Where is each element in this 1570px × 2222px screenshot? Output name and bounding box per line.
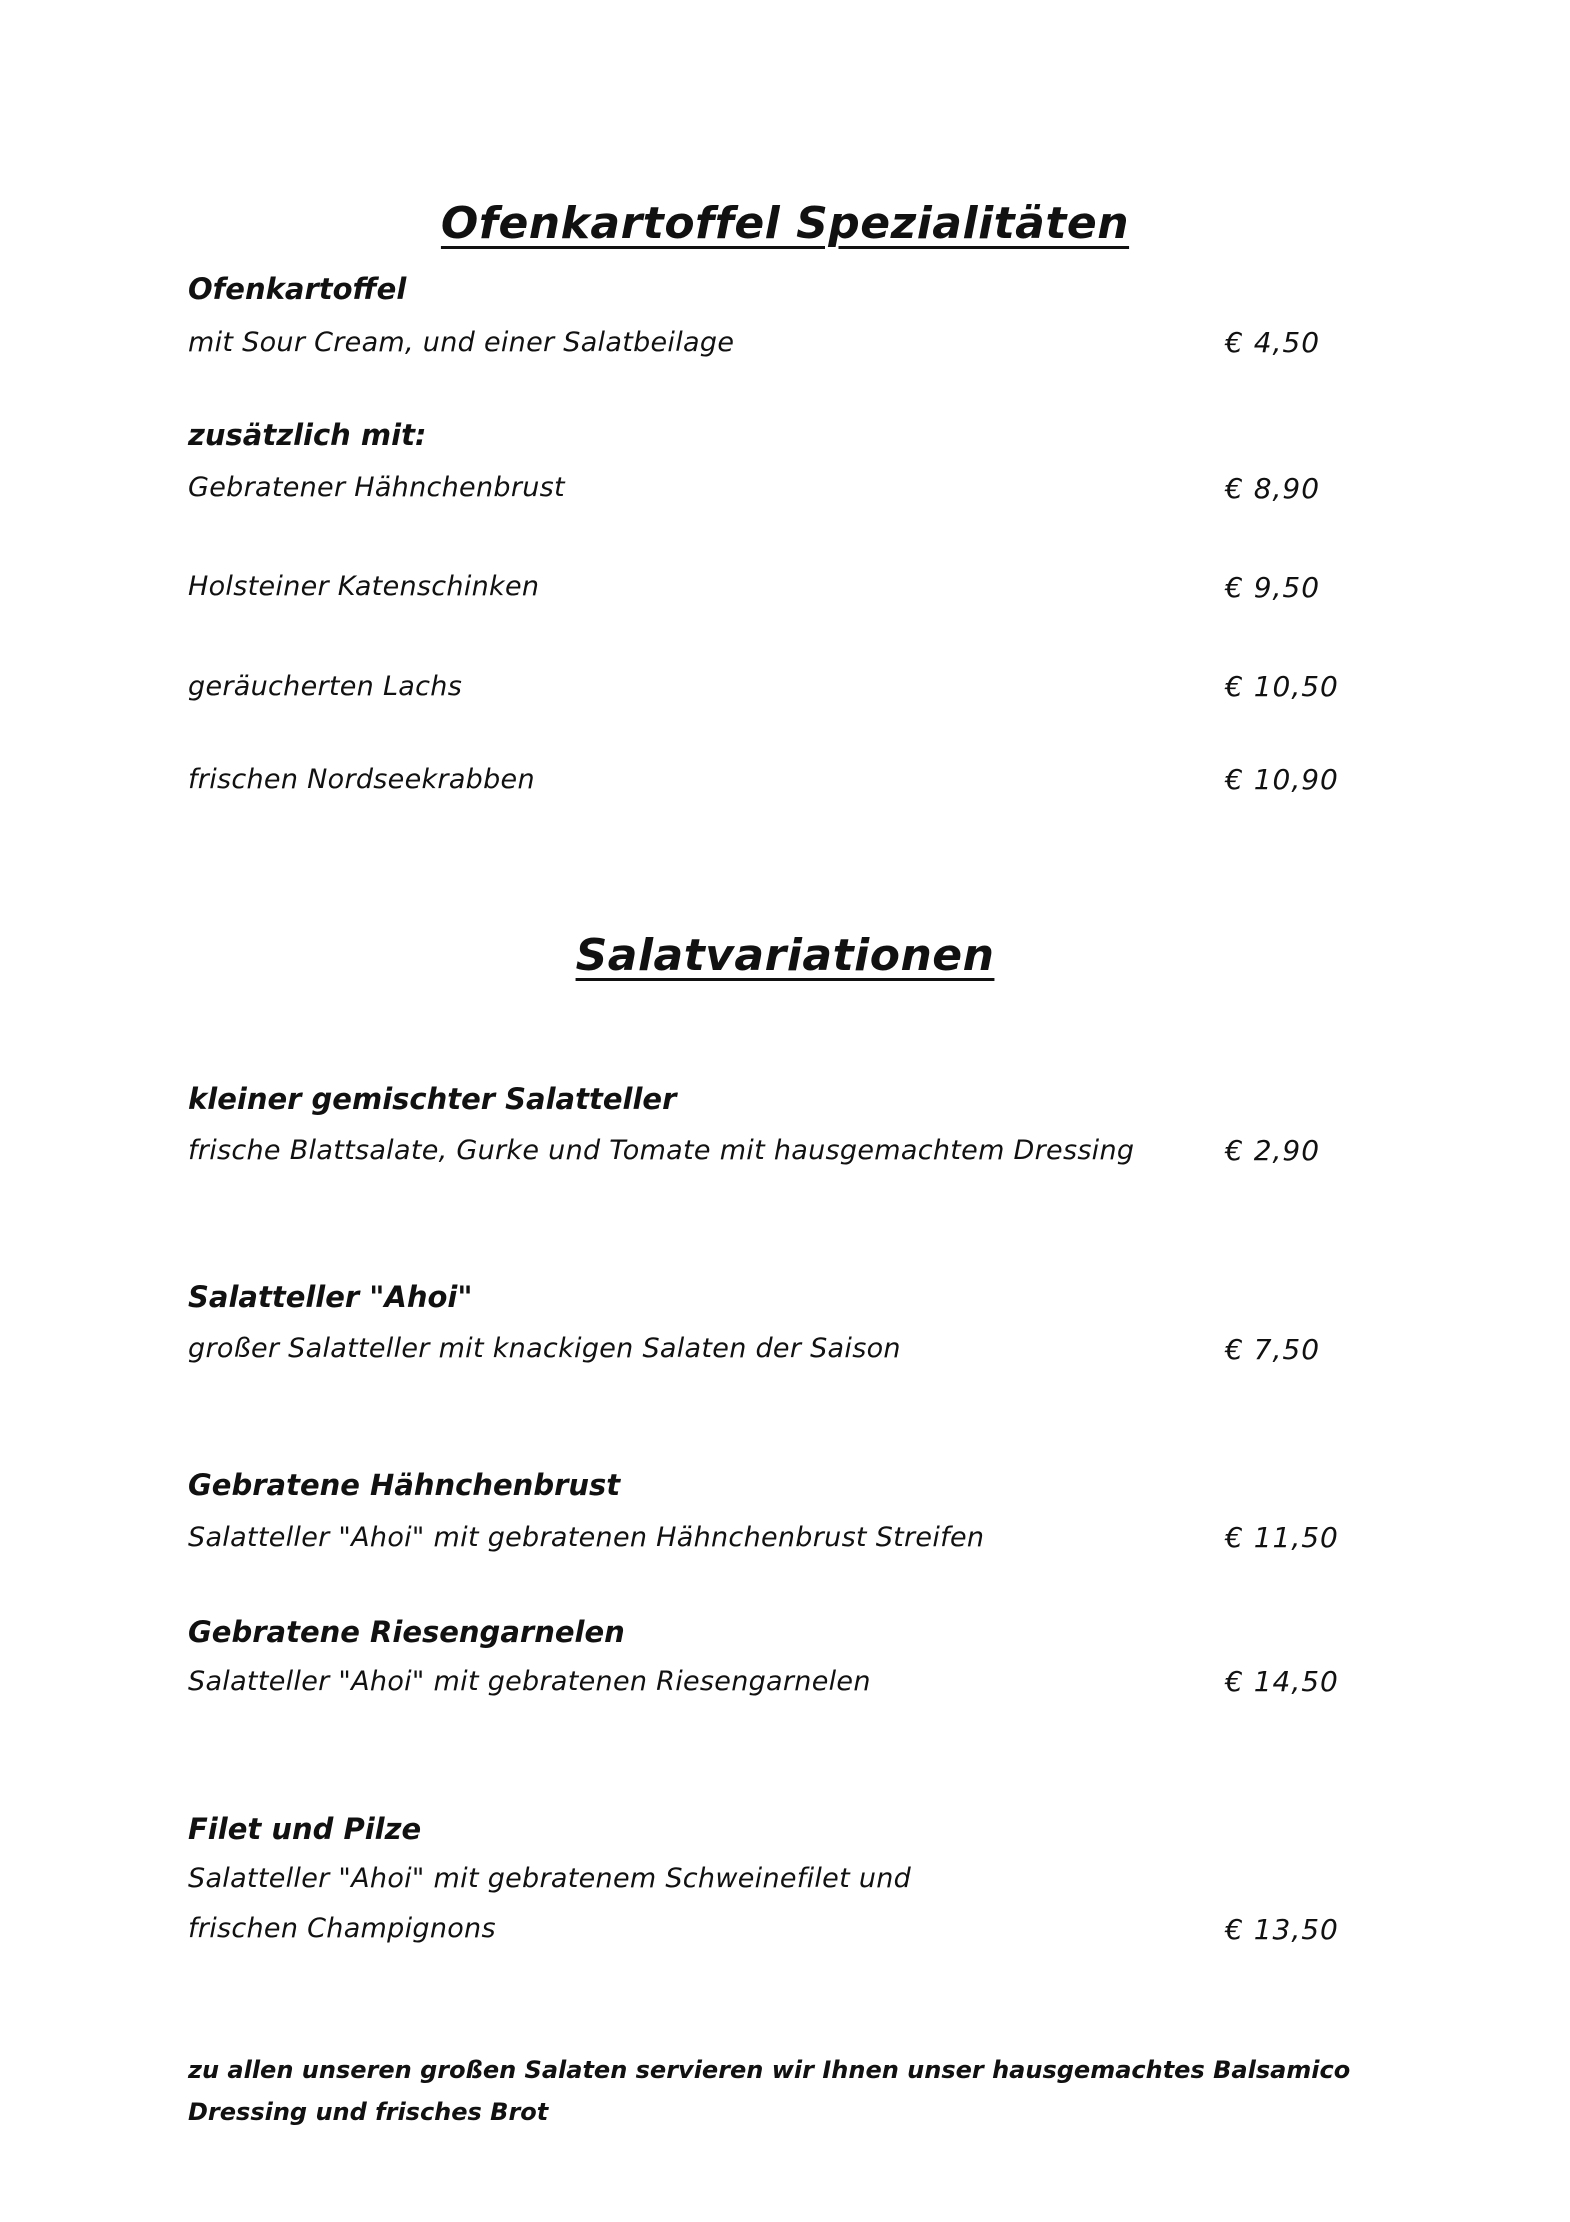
item-price-ofenkartoffel: € 4,50	[1225, 326, 1321, 359]
item-title-salatteller-ahoi: Salatteller "Ahoi"	[188, 1280, 473, 1314]
item-desc-kleiner-salatteller: frische Blattsalate, Gurke und Tomate mit hausgemachtem Dressing	[188, 1135, 1135, 1166]
extra-price-katenschinken: € 9,50	[1225, 571, 1321, 604]
item-desc-riesengarnelen: Salatteller "Ahoi" mit gebratenen Riesengarnelen	[188, 1666, 871, 1697]
item-title-riesengarnelen: Gebratene Riesengarnelen	[188, 1615, 625, 1649]
extra-desc-lachs: geräucherten Lachs	[188, 671, 463, 702]
item-title-filet-und-pilze: Filet und Pilze	[188, 1812, 422, 1846]
extra-price-lachs: € 10,50	[1225, 670, 1339, 703]
extra-price-nordseekrabben: € 10,90	[1225, 763, 1339, 796]
item-desc-salatteller-ahoi: großer Salatteller mit knackigen Salaten der Saison	[188, 1333, 901, 1364]
item-title-kleiner-salatteller: kleiner gemischter Salatteller	[188, 1082, 677, 1116]
extra-desc-nordseekrabben: frischen Nordseekrabben	[188, 764, 535, 795]
section-heading-salatvariationen: Salatvariationen	[575, 930, 995, 981]
item-title-ofenkartoffel: Ofenkartoffel	[188, 272, 407, 306]
item-desc-filet-und-pilze: Salatteller "Ahoi" mit gebratenem Schweinefilet und	[188, 1863, 912, 1894]
extras-label: zusätzlich mit:	[188, 418, 427, 452]
extra-desc-katenschinken: Holsteiner Katenschinken	[188, 571, 540, 602]
item-price-salatteller-ahoi: € 7,50	[1225, 1333, 1321, 1366]
section-heading-ofenkartoffel: Ofenkartoffel Spezialitäten	[440, 198, 1130, 249]
item-desc-haehnchenbrust: Salatteller "Ahoi" mit gebratenen Hähnchenbrust Streifen	[188, 1522, 985, 1553]
extra-price-haehnchenbrust: € 8,90	[1225, 472, 1321, 505]
item-desc2-filet-und-pilze: frischen Champignons	[188, 1913, 496, 1944]
item-desc-ofenkartoffel: mit Sour Cream, und einer Salatbeilage	[188, 327, 735, 358]
item-price-filet-und-pilze: € 13,50	[1225, 1913, 1339, 1946]
salad-footnote: zu allen unseren großen Salaten servieren wir Ihnen unser hausgemachtes Balsamico Dressing und frisches Brot	[188, 2056, 1351, 2126]
item-price-riesengarnelen: € 14,50	[1225, 1665, 1339, 1698]
item-price-haehnchenbrust: € 11,50	[1225, 1521, 1339, 1554]
item-title-haehnchenbrust: Gebratene Hähnchenbrust	[188, 1468, 621, 1502]
extra-desc-haehnchenbrust: Gebratener Hähnchenbrust	[188, 472, 565, 503]
item-price-kleiner-salatteller: € 2,90	[1225, 1134, 1321, 1167]
